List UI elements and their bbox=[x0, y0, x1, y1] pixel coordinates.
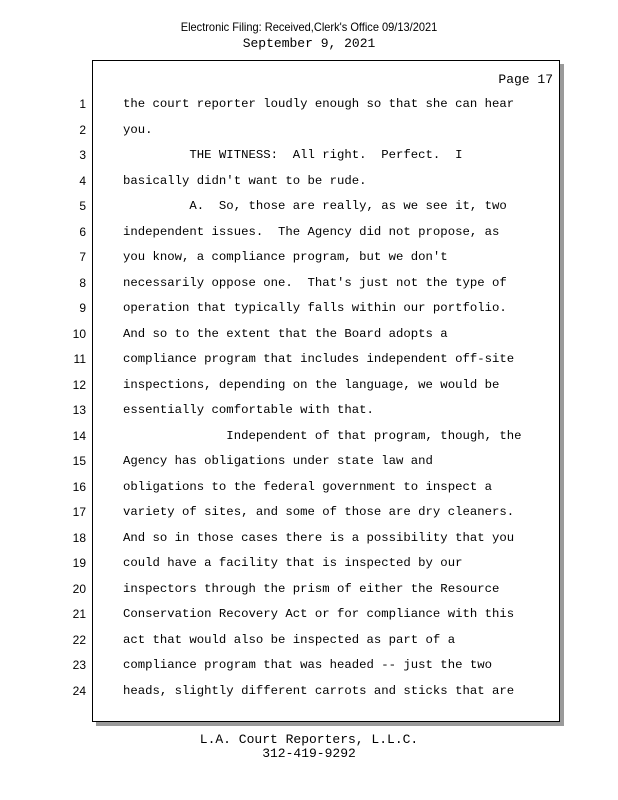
line-text: compliance program that was headed -- just the two bbox=[123, 658, 492, 672]
line-number: 17 bbox=[72, 505, 86, 519]
line-text: necessarily oppose one. That's just not the type of bbox=[123, 275, 507, 290]
line-text: And so to the extent that the Board adopts a bbox=[123, 326, 448, 341]
transcript-line bbox=[0, 377, 618, 403]
line-number: 24 bbox=[72, 683, 86, 698]
line-text: you. bbox=[123, 122, 153, 137]
transcript-line bbox=[0, 122, 618, 148]
line-number: 16 bbox=[72, 479, 86, 494]
line-text: operation that typically falls within our portfolio. bbox=[123, 301, 507, 315]
line-text: you know, a compliance program, but we don't bbox=[123, 250, 448, 264]
transcript-line bbox=[0, 581, 618, 607]
line-number: 6 bbox=[79, 224, 86, 239]
line-number: 20 bbox=[72, 581, 86, 596]
line-number: 3 bbox=[79, 148, 86, 162]
transcript-line bbox=[0, 530, 618, 556]
line-text: THE WITNESS: All right. Perfect. I bbox=[123, 148, 463, 162]
court-reporter-name: L.A. Court Reporters, L.L.C. bbox=[199, 732, 419, 747]
line-text: the court reporter loudly enough so that she can hear bbox=[123, 97, 515, 111]
line-text: independent issues. The Agency did not propose, as bbox=[123, 224, 500, 239]
transcript-line bbox=[0, 173, 618, 199]
transcript-line bbox=[0, 632, 618, 658]
line-text: essentially comfortable with that. bbox=[123, 403, 374, 417]
line-number: 21 bbox=[72, 607, 86, 621]
transcript-date: September 9, 2021 bbox=[242, 36, 376, 51]
line-number: 4 bbox=[79, 173, 86, 188]
line-text: act that would also be inspected as part of a bbox=[123, 632, 456, 647]
line-number: 13 bbox=[72, 403, 86, 417]
line-text: heads, slightly different carrots and sticks that are bbox=[123, 683, 515, 698]
transcript-line bbox=[0, 326, 618, 352]
line-number: 18 bbox=[72, 530, 86, 545]
transcript-line bbox=[0, 275, 618, 301]
line-number: 23 bbox=[72, 658, 86, 672]
line-number: 14 bbox=[72, 428, 86, 443]
transcript-line bbox=[0, 453, 618, 479]
line-number: 2 bbox=[79, 122, 86, 137]
transcript-line bbox=[0, 198, 618, 224]
line-text: inspectors through the prism of either the Resource bbox=[123, 581, 500, 596]
line-number: 15 bbox=[72, 454, 86, 468]
transcript-line bbox=[0, 351, 618, 377]
transcript-line bbox=[0, 555, 618, 581]
line-text: could have a facility that is inspected by our bbox=[123, 556, 463, 570]
transcript-line bbox=[0, 683, 618, 709]
court-reporter-phone: 312-419-9292 bbox=[262, 746, 356, 761]
transcript-line bbox=[0, 224, 618, 250]
line-text: obligations to the federal government to inspect a bbox=[123, 479, 492, 494]
line-number: 9 bbox=[79, 301, 86, 315]
line-number: 12 bbox=[72, 377, 86, 392]
line-number: 19 bbox=[72, 556, 86, 570]
line-text: Agency has obligations under state law and bbox=[123, 454, 433, 468]
transcript-line bbox=[0, 402, 618, 428]
line-number: 1 bbox=[79, 97, 86, 111]
line-text: inspections, depending on the language, we would be bbox=[123, 377, 500, 392]
line-number: 7 bbox=[79, 250, 86, 264]
line-number: 10 bbox=[72, 326, 86, 341]
transcript-line bbox=[0, 504, 618, 530]
transcript-line bbox=[0, 657, 618, 683]
line-text: A. So, those are really, as we see it, two bbox=[123, 199, 507, 213]
filing-stamp: Electronic Filing: Received,Clerk's Office 09/13/2021 bbox=[180, 20, 438, 34]
transcript-line bbox=[0, 249, 618, 275]
line-text: basically didn't want to be rude. bbox=[123, 173, 367, 188]
line-number: 5 bbox=[79, 199, 86, 213]
line-text: variety of sites, and some of those are dry cleaners. bbox=[123, 505, 515, 519]
line-text: Independent of that program, though, the bbox=[123, 428, 522, 443]
line-text: compliance program that includes independent off-site bbox=[123, 352, 515, 366]
line-text: Conservation Recovery Act or for compliance with this bbox=[123, 607, 515, 621]
line-number: 22 bbox=[72, 632, 86, 647]
transcript-line bbox=[0, 300, 618, 326]
transcript-line bbox=[0, 606, 618, 632]
transcript-line bbox=[0, 147, 618, 173]
line-text: And so in those cases there is a possibility that you bbox=[123, 530, 515, 545]
line-number: 8 bbox=[79, 275, 86, 290]
line-number: 11 bbox=[73, 352, 86, 366]
transcript-line bbox=[0, 479, 618, 505]
transcript-line bbox=[0, 428, 618, 454]
transcript-line bbox=[0, 96, 618, 122]
page-number: Page 17 bbox=[498, 72, 553, 87]
